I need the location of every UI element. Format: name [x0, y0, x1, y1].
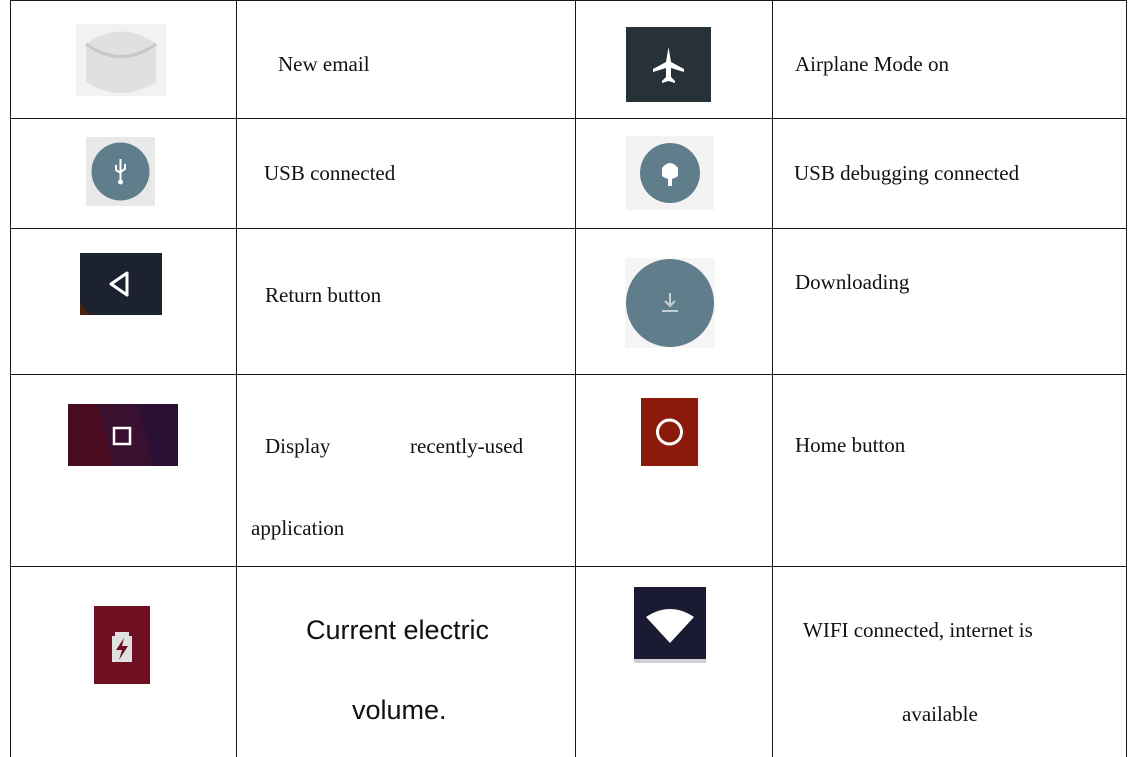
table-row-divider: [10, 118, 1127, 119]
new-email-label: New email: [278, 52, 370, 76]
usb-icon: [86, 137, 155, 206]
wifi-connected-label-line2: available: [902, 702, 978, 726]
home-circle-icon: [641, 398, 698, 466]
home-button-label: Home button: [795, 433, 906, 457]
table-border-col2: [575, 0, 576, 757]
usb-debugging-icon: [626, 136, 714, 210]
table-row-divider: [10, 566, 1127, 567]
recent-apps-square-icon: [68, 404, 178, 466]
display-recent-label-line2: application: [251, 516, 345, 540]
table-border-left: [10, 0, 11, 757]
table-border-top: [10, 0, 1127, 1]
wifi-icon: [634, 587, 706, 663]
table-border-col1: [236, 0, 237, 757]
current-electric-label-line2: volume.: [352, 695, 447, 725]
table-border-col3: [772, 0, 773, 757]
new-email-icon: [76, 24, 166, 96]
download-icon: [625, 258, 715, 348]
airplane-icon: [626, 27, 711, 102]
airplane-mode-label: Airplane Mode on: [795, 52, 949, 76]
table-row-divider: [10, 374, 1127, 375]
display-recent-label-line1b: recently-used: [410, 434, 524, 458]
table-border-right: [1126, 0, 1127, 757]
usb-connected-label: USB connected: [264, 161, 396, 185]
display-recent-label-line1: Display: [265, 434, 331, 458]
wifi-connected-label-line1: WIFI connected, internet is: [803, 618, 1033, 642]
table-row-divider: [10, 228, 1127, 229]
usb-debugging-label: USB debugging connected: [794, 161, 1020, 185]
back-triangle-icon: [80, 253, 162, 315]
downloading-label: Downloading: [795, 270, 910, 294]
battery-charging-icon: [94, 606, 150, 684]
current-electric-label-line1: Current electric: [306, 615, 490, 645]
return-button-label: Return button: [265, 283, 382, 307]
